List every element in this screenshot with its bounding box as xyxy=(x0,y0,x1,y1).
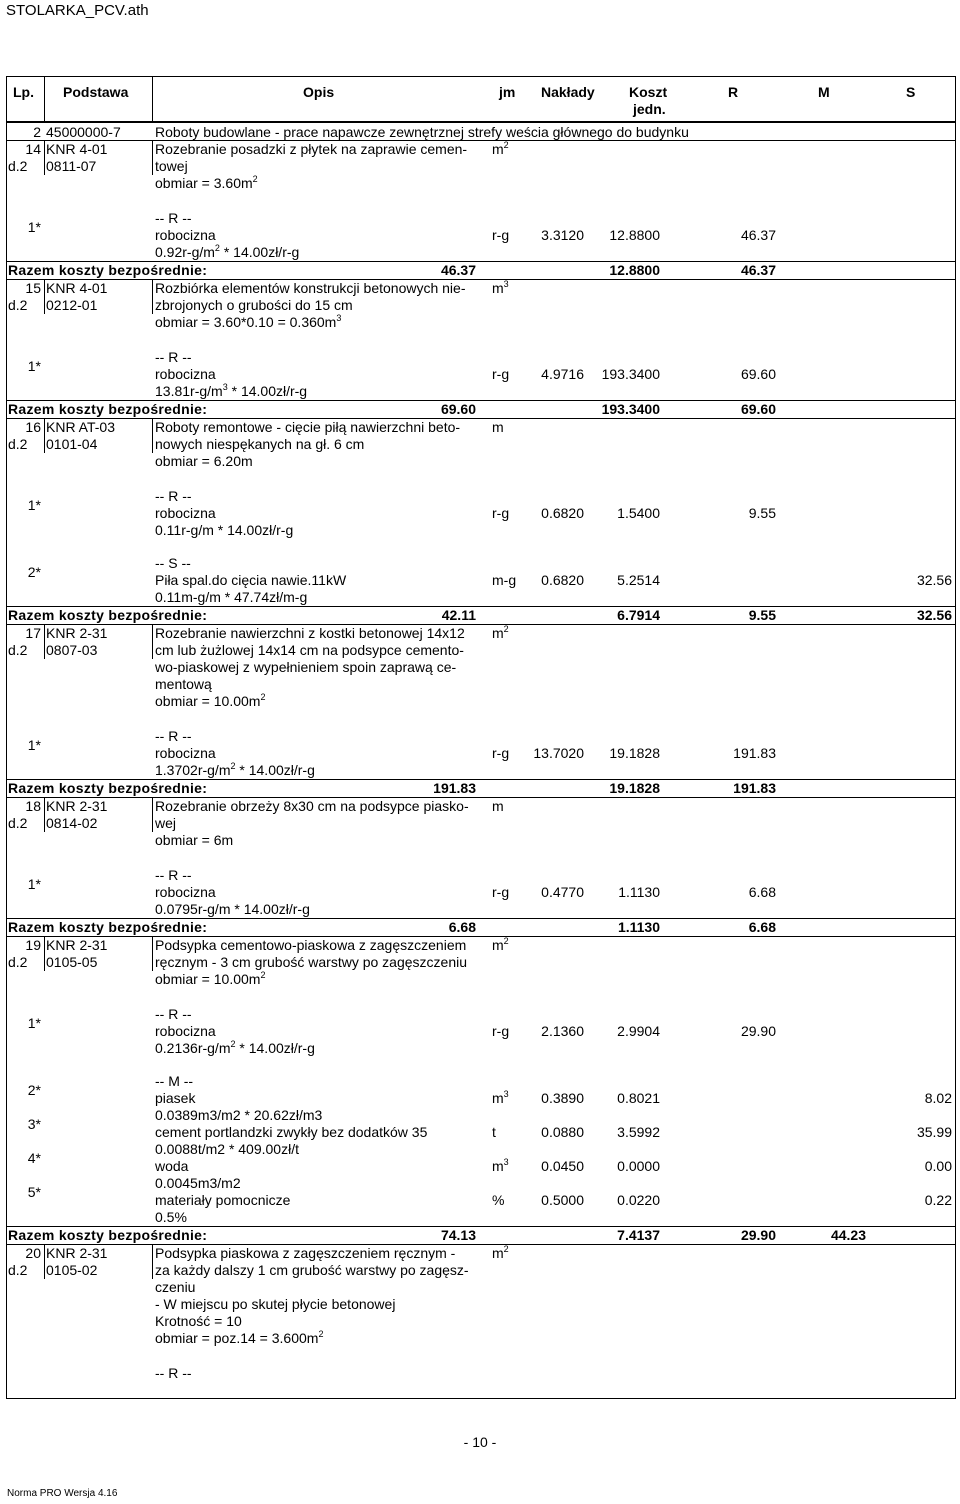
position-basis-code: 0814-02 xyxy=(46,815,98,831)
item-formula: 0.0389m3/m2 * 20.62zł/m3 xyxy=(155,1107,323,1123)
item-formula: $0.2136r-g/m^2$ * 14.00zł/r-g xyxy=(155,1039,315,1056)
group-header: -- R -- xyxy=(155,867,192,883)
item-lp: 2* xyxy=(27,1082,41,1098)
position-description: zbrojonych o grubości do 15 cm xyxy=(155,297,353,313)
position-description: Podsypka piaskowa z zagęszczeniem ręcznym - xyxy=(155,1245,456,1261)
header-jm: jm xyxy=(499,84,516,100)
position-description: ręcznym - 3 cm grubość warstwy po zagęszczeniu xyxy=(155,954,467,970)
item-lp: 3* xyxy=(27,1116,41,1132)
column-divider xyxy=(152,1245,153,1279)
summary-total: 42.11 xyxy=(441,607,476,623)
summary-koszt: 193.3400 xyxy=(601,401,660,417)
item-r: 69.60 xyxy=(740,366,776,382)
column-divider xyxy=(152,937,153,971)
position-description: nowych niespękanych na gł. 6 cm xyxy=(155,436,365,452)
item-name: woda xyxy=(155,1158,189,1174)
position-obmiar: obmiar = 6m xyxy=(155,832,234,848)
column-divider xyxy=(44,937,45,971)
item-lp: 1* xyxy=(27,876,41,892)
summary-total: 46.37 xyxy=(440,262,476,278)
position-description: czeniu xyxy=(155,1279,196,1295)
item-koszt: 0.0000 xyxy=(617,1158,660,1174)
column-divider xyxy=(44,419,45,453)
column-divider xyxy=(152,625,153,659)
column-divider xyxy=(152,76,153,123)
item-unit: r-g xyxy=(492,745,510,761)
column-divider xyxy=(152,419,153,453)
item-naklady: 0.5000 xyxy=(541,1192,584,1208)
position-basis-d: d.2 xyxy=(8,815,28,831)
header-s: S xyxy=(906,84,916,100)
position-basis-d: d.2 xyxy=(8,954,28,970)
item-unit: r-g xyxy=(492,1023,510,1039)
item-formula: 0.5% xyxy=(155,1209,187,1225)
item-unit: r-g xyxy=(492,505,510,521)
item-r: 191.83 xyxy=(733,745,776,761)
position-basis-d: d.2 xyxy=(8,297,28,313)
position-description: Rozebranie posadzki z płytek na zaprawie cemen- xyxy=(155,141,468,157)
page-number: - 10 - xyxy=(463,1434,497,1450)
header-podstawa: Podstawa xyxy=(63,84,129,100)
item-unit: % xyxy=(492,1192,505,1208)
summary-bottom-border xyxy=(6,418,956,419)
item-naklady: 0.0450 xyxy=(541,1158,584,1174)
item-naklady: 13.7020 xyxy=(533,745,584,761)
position-obmiar: obmiar = $3.60m^2$ xyxy=(155,174,258,191)
item-koszt: 2.9904 xyxy=(617,1023,660,1039)
item-s: 35.99 xyxy=(916,1124,952,1140)
item-naklady: 2.1360 xyxy=(541,1023,584,1039)
item-r: 9.55 xyxy=(748,505,776,521)
item-unit: r-g xyxy=(492,366,510,382)
item-formula: $1.3702r-g/m^2$ * 14.00zł/r-g xyxy=(155,761,315,778)
header-top-border xyxy=(6,76,956,77)
summary-total: 74.13 xyxy=(440,1227,476,1243)
summary-label: Razem koszty bezpośrednie: xyxy=(8,919,208,935)
position-number: 20 xyxy=(25,1245,41,1261)
group-header: -- R -- xyxy=(155,1365,192,1381)
item-lp: 1* xyxy=(27,497,41,513)
group-header: -- R -- xyxy=(155,488,192,504)
column-divider xyxy=(44,76,45,123)
section-code: 45000000-7 xyxy=(46,124,121,140)
position-description: Rozbiórka elementów konstrukcji betonowych nie- xyxy=(155,280,466,296)
item-name: piasek xyxy=(155,1090,196,1106)
document-title: STOLARKA_PCV.ath xyxy=(6,2,149,19)
item-koszt: 19.1828 xyxy=(609,745,660,761)
column-divider xyxy=(44,625,45,659)
item-naklady: 0.3890 xyxy=(541,1090,584,1106)
position-description: cm lub żużlowej 14x14 cm na podsypce cemento- xyxy=(155,642,464,658)
position-description: wo-piaskowej z wypełnieniem spoin zaprawą ce- xyxy=(155,659,457,675)
position-description: Krotność = 10 xyxy=(155,1313,242,1329)
header-r: R xyxy=(728,84,739,100)
position-unit: $m^2$ xyxy=(492,140,509,157)
summary-bottom-border xyxy=(6,797,956,798)
summary-label: Razem koszty bezpośrednie: xyxy=(8,607,208,623)
summary-s: 32.56 xyxy=(916,607,952,623)
item-lp: 4* xyxy=(27,1150,41,1166)
item-naklady: 0.6820 xyxy=(541,505,584,521)
position-description: za każdy dalszy 1 cm grubość warstwy po zagęsz- xyxy=(155,1262,469,1278)
summary-koszt: 1.1130 xyxy=(617,919,660,935)
header-koszt-jedn: jedn. xyxy=(633,101,666,117)
position-basis-code: 0105-02 xyxy=(46,1262,98,1278)
position-basis-d: d.2 xyxy=(8,436,28,452)
column-divider xyxy=(44,280,45,314)
column-divider xyxy=(44,798,45,832)
position-description: towej xyxy=(155,158,188,174)
item-naklady: 3.3120 xyxy=(541,227,584,243)
position-unit: $m^2$ xyxy=(492,624,509,641)
position-obmiar: obmiar = $10.00m^2$ xyxy=(155,692,266,709)
summary-koszt: 12.8800 xyxy=(609,262,660,278)
item-r: 46.37 xyxy=(740,227,776,243)
position-basis-code: 0101-04 xyxy=(46,436,98,452)
section-number: 2 xyxy=(33,124,41,140)
summary-bottom-border xyxy=(6,936,956,937)
item-name: robocizna xyxy=(155,745,216,761)
column-divider xyxy=(152,798,153,832)
item-r: 6.68 xyxy=(748,884,776,900)
item-lp: 1* xyxy=(27,737,41,753)
position-obmiar: obmiar = $10.00m^2$ xyxy=(155,970,266,987)
position-unit: $m^3$ xyxy=(492,279,509,296)
position-basis-code: 0105-05 xyxy=(46,954,98,970)
summary-r: 29.90 xyxy=(740,1227,776,1243)
position-unit: m xyxy=(492,798,504,814)
item-formula: $13.81r-g/m^3$ * 14.00zł/r-g xyxy=(155,382,308,399)
summary-r: 9.55 xyxy=(748,607,776,623)
summary-r: 6.68 xyxy=(748,919,776,935)
header-lp: Lp. xyxy=(13,84,34,100)
item-koszt: 12.8800 xyxy=(609,227,660,243)
item-name: robocizna xyxy=(155,366,216,382)
position-number: 17 xyxy=(25,625,41,641)
position-description: Podsypka cementowo-piaskowa z zagęszczeniem xyxy=(155,937,467,953)
position-unit: m xyxy=(492,419,504,435)
item-name: robocizna xyxy=(155,1023,216,1039)
group-header: -- R -- xyxy=(155,349,192,365)
item-koszt: 3.5992 xyxy=(617,1124,660,1140)
item-lp: 2* xyxy=(27,564,41,580)
item-formula: 0.11m-g/m * 47.74zł/m-g xyxy=(155,589,308,605)
summary-r: 191.83 xyxy=(733,780,776,796)
section-title: Roboty budowlane - prace napawcze zewnętrznej strefy weścia głównego do budynku xyxy=(155,124,689,140)
item-formula: 0.11r-g/m * 14.00zł/r-g xyxy=(155,522,294,538)
item-unit: $m^3$ xyxy=(492,1089,509,1106)
item-name: materiały pomocnicze xyxy=(155,1192,291,1208)
position-number: 19 xyxy=(25,937,41,953)
position-description: Rozebranie obrzeży 8x30 cm na podsypce piasko- xyxy=(155,798,469,814)
position-basis: KNR 2-31 xyxy=(46,625,108,641)
column-divider xyxy=(44,141,45,175)
item-formula: 0.0088t/m2 * 409.00zł/t xyxy=(155,1141,299,1157)
group-header: -- S -- xyxy=(155,555,191,571)
position-basis: KNR 4-01 xyxy=(46,280,108,296)
summary-total: 69.60 xyxy=(440,401,476,417)
position-number: 14 xyxy=(25,141,41,157)
item-formula: 0.0795r-g/m * 14.00zł/r-g xyxy=(155,901,310,917)
summary-koszt: 19.1828 xyxy=(609,780,660,796)
column-divider xyxy=(152,280,153,314)
item-koszt: 193.3400 xyxy=(601,366,660,382)
group-header: -- R -- xyxy=(155,1006,192,1022)
item-naklady: 0.6820 xyxy=(541,572,584,588)
item-lp: 1* xyxy=(27,219,41,235)
item-unit: t xyxy=(492,1124,496,1140)
item-lp: 5* xyxy=(27,1184,41,1200)
summary-bottom-border xyxy=(6,1244,956,1245)
item-lp: 1* xyxy=(27,358,41,374)
position-basis-d: d.2 xyxy=(8,642,28,658)
position-basis: KNR 2-31 xyxy=(46,937,108,953)
summary-total: 6.68 xyxy=(448,919,476,935)
group-header: -- R -- xyxy=(155,210,192,226)
footer-version: Norma PRO Wersja 4.16 xyxy=(7,1488,118,1499)
item-naklady: 0.4770 xyxy=(541,884,584,900)
item-koszt: 1.1130 xyxy=(618,884,660,900)
summary-bottom-border xyxy=(6,624,956,625)
item-formula: 0.0045m3/m2 xyxy=(155,1175,241,1191)
position-unit: $m^2$ xyxy=(492,1244,509,1261)
position-unit: $m^2$ xyxy=(492,936,509,953)
position-number: 16 xyxy=(25,419,41,435)
summary-bottom-border xyxy=(6,279,956,280)
position-description: - W miejscu po skutej płycie betonowej xyxy=(155,1296,396,1312)
item-name: Piła spal.do cięcia nawie.11kW xyxy=(155,572,347,588)
position-basis-code: 0807-03 xyxy=(46,642,98,658)
position-obmiar: obmiar = $poz.14 = 3.600m^2$ xyxy=(155,1329,324,1346)
item-formula: $0.92r-g/m^2$ * 14.00zł/r-g xyxy=(155,243,300,260)
position-basis: KNR AT-03 xyxy=(46,419,115,435)
item-name: robocizna xyxy=(155,227,216,243)
item-name: robocizna xyxy=(155,884,216,900)
item-s: 8.02 xyxy=(924,1090,952,1106)
header-bottom-border xyxy=(6,121,956,123)
summary-r: 46.37 xyxy=(740,262,776,278)
item-r: 29.90 xyxy=(740,1023,776,1039)
item-koszt: 0.8021 xyxy=(617,1090,660,1106)
summary-r: 69.60 xyxy=(740,401,776,417)
item-unit: $m^3$ xyxy=(492,1157,509,1174)
position-obmiar: obmiar = $3.60*0.10 = 0.360m^3$ xyxy=(155,313,342,330)
position-basis: KNR 2-31 xyxy=(46,798,108,814)
header-m: M xyxy=(818,84,830,100)
item-lp: 1* xyxy=(27,1015,41,1031)
column-divider xyxy=(44,1245,45,1279)
item-name: cement portlandzki zwykły bez dodatków 35 xyxy=(155,1124,428,1140)
summary-label: Razem koszty bezpośrednie: xyxy=(8,780,208,796)
position-description: mentową xyxy=(155,676,212,692)
position-number: 18 xyxy=(25,798,41,814)
item-koszt: 5.2514 xyxy=(617,572,660,588)
position-basis-d: d.2 xyxy=(8,1262,28,1278)
column-divider xyxy=(152,141,153,175)
summary-total: 191.83 xyxy=(433,780,476,796)
position-basis: KNR 2-31 xyxy=(46,1245,108,1261)
header-opis: Opis xyxy=(303,84,335,100)
item-unit: r-g xyxy=(492,227,510,243)
header-koszt: Koszt xyxy=(629,84,668,100)
position-number: 15 xyxy=(25,280,41,296)
summary-label: Razem koszty bezpośrednie: xyxy=(8,262,208,278)
item-naklady: 4.9716 xyxy=(541,366,584,382)
summary-koszt: 6.7914 xyxy=(617,607,660,623)
item-name: robocizna xyxy=(155,505,216,521)
item-koszt: 0.0220 xyxy=(617,1192,660,1208)
position-description: Rozebranie nawierzchni z kostki betonowej 14x12 xyxy=(155,625,465,641)
group-header: -- R -- xyxy=(155,728,192,744)
position-basis: KNR 4-01 xyxy=(46,141,108,157)
summary-label: Razem koszty bezpośrednie: xyxy=(8,401,208,417)
summary-m: 44.23 xyxy=(830,1227,866,1243)
group-header: -- M -- xyxy=(155,1073,194,1089)
item-s: 32.56 xyxy=(916,572,952,588)
header-naklady: Nakłady xyxy=(541,84,595,100)
position-basis-code: 0811-07 xyxy=(46,158,97,174)
section-divider xyxy=(6,140,956,141)
position-description: Roboty remontowe - cięcie piłą nawierzchni beto- xyxy=(155,419,461,435)
position-description: wej xyxy=(155,815,177,831)
summary-koszt: 7.4137 xyxy=(617,1227,660,1243)
position-obmiar: obmiar = 6.20m xyxy=(155,453,253,469)
item-s: 0.22 xyxy=(924,1192,952,1208)
item-s: 0.00 xyxy=(924,1158,952,1174)
item-unit: r-g xyxy=(492,884,510,900)
item-unit: m-g xyxy=(492,572,517,588)
position-basis-code: 0212-01 xyxy=(46,297,98,313)
item-koszt: 1.5400 xyxy=(617,505,660,521)
item-naklady: 0.0880 xyxy=(541,1124,584,1140)
position-basis-d: d.2 xyxy=(8,158,28,174)
summary-label: Razem koszty bezpośrednie: xyxy=(8,1227,208,1243)
